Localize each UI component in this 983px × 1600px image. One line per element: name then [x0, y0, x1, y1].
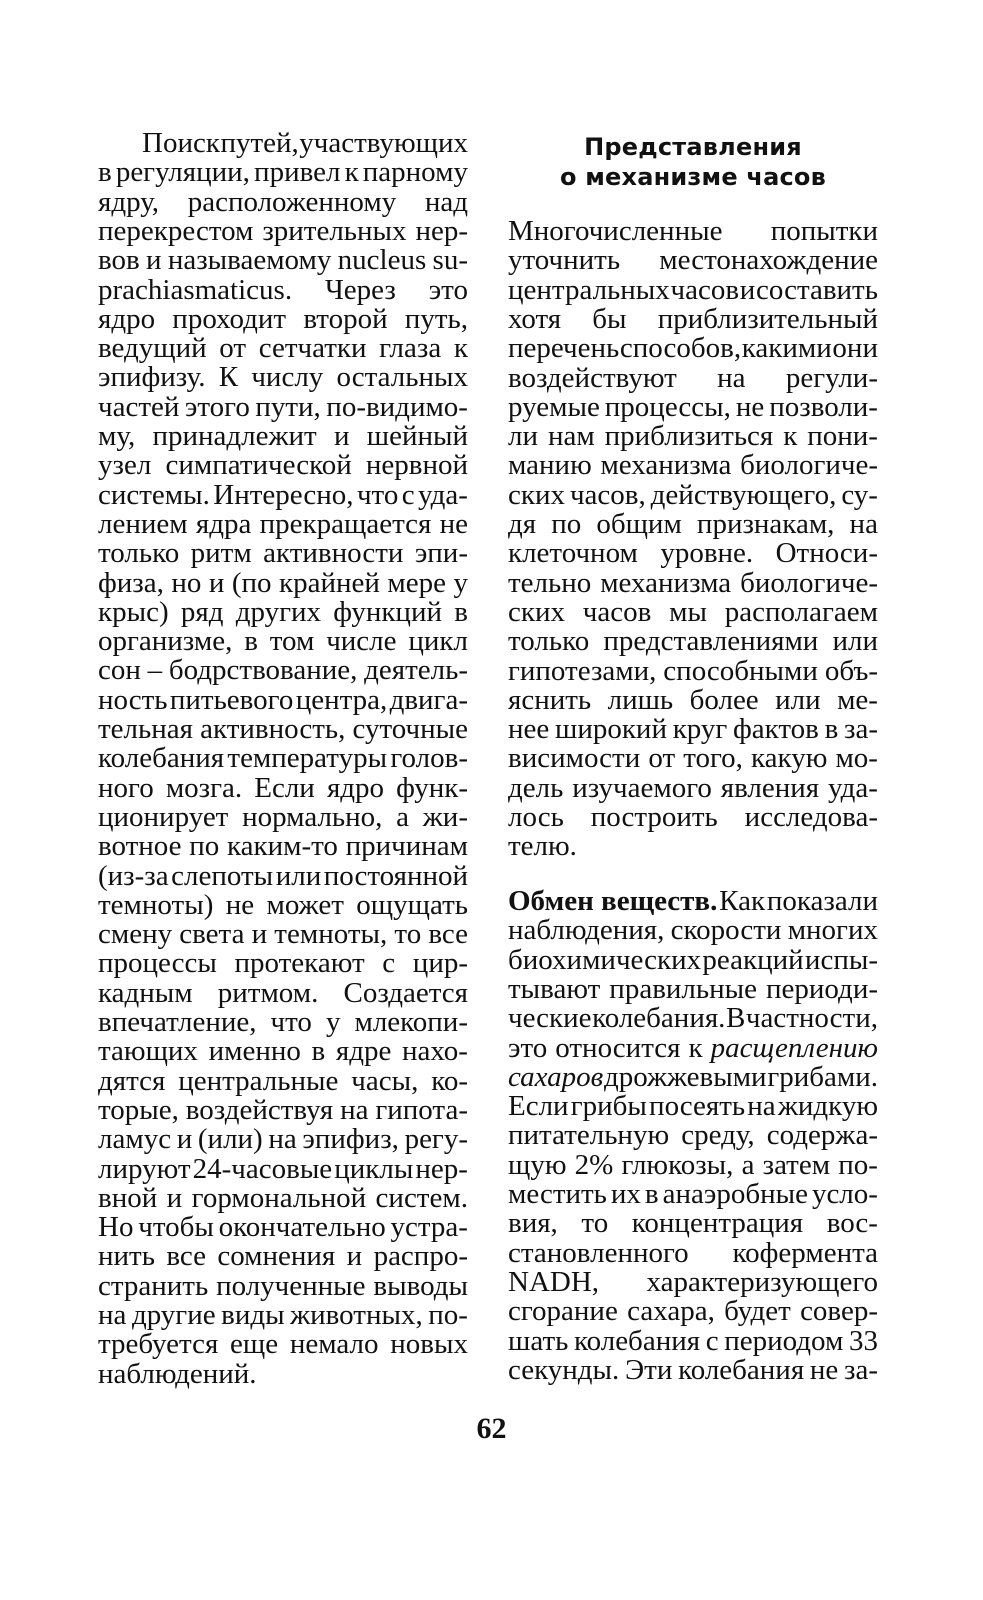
- text-line: системы. Интересно, что с уда-: [98, 478, 468, 511]
- text-line: prachiasmaticus. Через это: [98, 273, 468, 306]
- text-line: тающих именно в ядре нахо-: [98, 1035, 468, 1068]
- text-line: хотя бы приблизительный: [508, 302, 878, 335]
- text-line: уточнить местонахождение: [508, 244, 878, 277]
- text-line: ядру, расположенному над: [98, 185, 468, 218]
- text-line: в регуляции, привел к парному: [98, 156, 468, 189]
- text-line: щую 2% глюкозы, а затем по-: [508, 1148, 878, 1181]
- paragraph-lead-line: Обмен веществ. Как показали: [508, 885, 878, 917]
- page-number: 62: [476, 1412, 507, 1445]
- text-line: процессы протекают с цир-: [98, 947, 468, 980]
- text-line: дель изучаемого явления уда-: [508, 771, 878, 804]
- text-line: крыс) ряд других функций в: [98, 595, 468, 628]
- text-line: NADH, характеризующего: [508, 1265, 878, 1298]
- text-line: тельная активность, суточные: [98, 713, 468, 745]
- text-line: клеточном уровне. Относи-: [508, 537, 878, 570]
- text-line: лируют 24-часовые циклы нер-: [98, 1152, 468, 1185]
- text-line: наблюдения, скорости многих: [508, 914, 878, 947]
- text-line: висимости от того, какую мо-: [508, 742, 878, 775]
- text-line: нее широкий круг фактов в за-: [508, 713, 878, 746]
- text-line: сгорание сахара, будет совер-: [508, 1295, 878, 1328]
- text-line: смену света и темноты, то все: [98, 918, 468, 951]
- text-line: частей этого пути, по-видимо-: [98, 390, 468, 423]
- text-line: тывают правильные периоди-: [508, 972, 878, 1005]
- text-line: наблюдений.: [98, 1357, 257, 1390]
- text-line: на другие виды животных, по-: [98, 1299, 468, 1331]
- text-line: му, принадлежит и шейный: [98, 420, 468, 452]
- text-line: становленного кофермента: [508, 1236, 878, 1269]
- text-line: организме, в том числе цикл: [98, 625, 468, 658]
- text-line: странить полученные выводы: [98, 1269, 468, 1302]
- text-line: темноты) не может ощущать: [98, 888, 468, 921]
- text-line: биохимических реакций испы-: [508, 943, 878, 976]
- text-line: сахаров дрожжевыми грибами.: [508, 1060, 878, 1093]
- text-line: кадным ритмом. Создается: [98, 976, 468, 1009]
- text-line: ских часов мы располагаем: [508, 595, 878, 628]
- text-line: впечатление, что у млекопи-: [98, 1006, 468, 1038]
- text-line: дя по общим признакам, на: [508, 508, 878, 540]
- text-line: секунды. Эти колебания не за-: [508, 1353, 878, 1386]
- text-line: ядро проходит второй путь,: [98, 302, 468, 335]
- text-line: торые, воздействуя на гипота-: [98, 1093, 468, 1126]
- text-line: ламус и (или) на эпифиз, регу-: [98, 1123, 468, 1156]
- text-line: требуется еще немало новых: [98, 1328, 468, 1361]
- text-line: руемые процессы, не позволи-: [508, 390, 878, 423]
- text-line: Если грибы посеять на жидкую: [508, 1090, 878, 1123]
- italic-term: расщеплению: [710, 1031, 878, 1064]
- text-line: питательную среду, содержа-: [508, 1119, 878, 1152]
- text-line: вной и гормональной систем.: [98, 1181, 468, 1214]
- bold-term: Обмен веществ.: [508, 885, 718, 917]
- text-line: сон – бодрствование, деятель-: [98, 654, 468, 687]
- text-line: ного мозга. Если ядро функ-: [98, 771, 468, 804]
- text-line: манию механизма биологиче-: [508, 449, 878, 482]
- heading-line: Представления: [584, 133, 802, 161]
- text-line: гипотезами, способными объ-: [508, 654, 878, 687]
- text-line: лось построить исследова-: [508, 801, 878, 833]
- text-line: шать колебания с периодом 33: [508, 1324, 878, 1357]
- text-line: тельно механизма биологиче-: [508, 566, 878, 599]
- text-line: ведущий от сетчатки глаза к: [98, 332, 468, 365]
- text-line: вов и называемому nucleus su-: [98, 244, 468, 277]
- text-line: (из-за слепоты или постоянной: [98, 859, 468, 892]
- text-line: ционирует нормально, а жи-: [98, 800, 468, 833]
- text-line: нить все сомнения и распро-: [98, 1240, 468, 1273]
- text-line: Многочисленные попытки: [508, 215, 878, 247]
- text-line: яснить лишь более или ме-: [508, 683, 878, 716]
- text-line: лением ядра прекращается не: [98, 507, 468, 540]
- text-line: дятся центральные часы, ко-: [98, 1064, 468, 1097]
- text-line: перечень способов, какими они: [508, 332, 878, 365]
- text-line: Поиск путей, участвующих: [142, 127, 468, 159]
- text-line: вия, то концентрация вос-: [508, 1207, 878, 1240]
- text-line: узел симпатической нервной: [98, 449, 468, 482]
- text-line: это относится к расщеплению: [508, 1031, 878, 1064]
- italic-term: сахаров: [508, 1060, 604, 1093]
- text-line: эпифизу. К числу остальных: [98, 361, 468, 394]
- text-line: физа, но и (по крайней мере у: [98, 566, 468, 599]
- text-line: ность питьевого центра, двига-: [98, 683, 468, 716]
- text-line: ли нам приблизиться к пони-: [508, 420, 878, 453]
- text-line: Но чтобы окончательно устра-: [98, 1211, 468, 1244]
- text-line: телю.: [508, 830, 577, 863]
- text-line: перекрестом зрительных нер-: [98, 214, 468, 247]
- text-line: ских часов, действующего, су-: [508, 478, 878, 511]
- text-line: центральных часов и составить: [508, 273, 878, 306]
- text-line: только представлениями или: [508, 625, 878, 658]
- heading-line: о механизме часов: [560, 163, 826, 191]
- text-line: колебания температуры голов-: [98, 742, 468, 775]
- text-line: воздействуют на регули-: [508, 361, 878, 394]
- text-line: местить их в анаэробные усло-: [508, 1178, 878, 1210]
- text-line: только ритм активности эпи-: [98, 537, 468, 570]
- text-line: ческие колебания. В частности,: [508, 1002, 878, 1035]
- text-line: вотное по каким-то причинам: [98, 830, 468, 863]
